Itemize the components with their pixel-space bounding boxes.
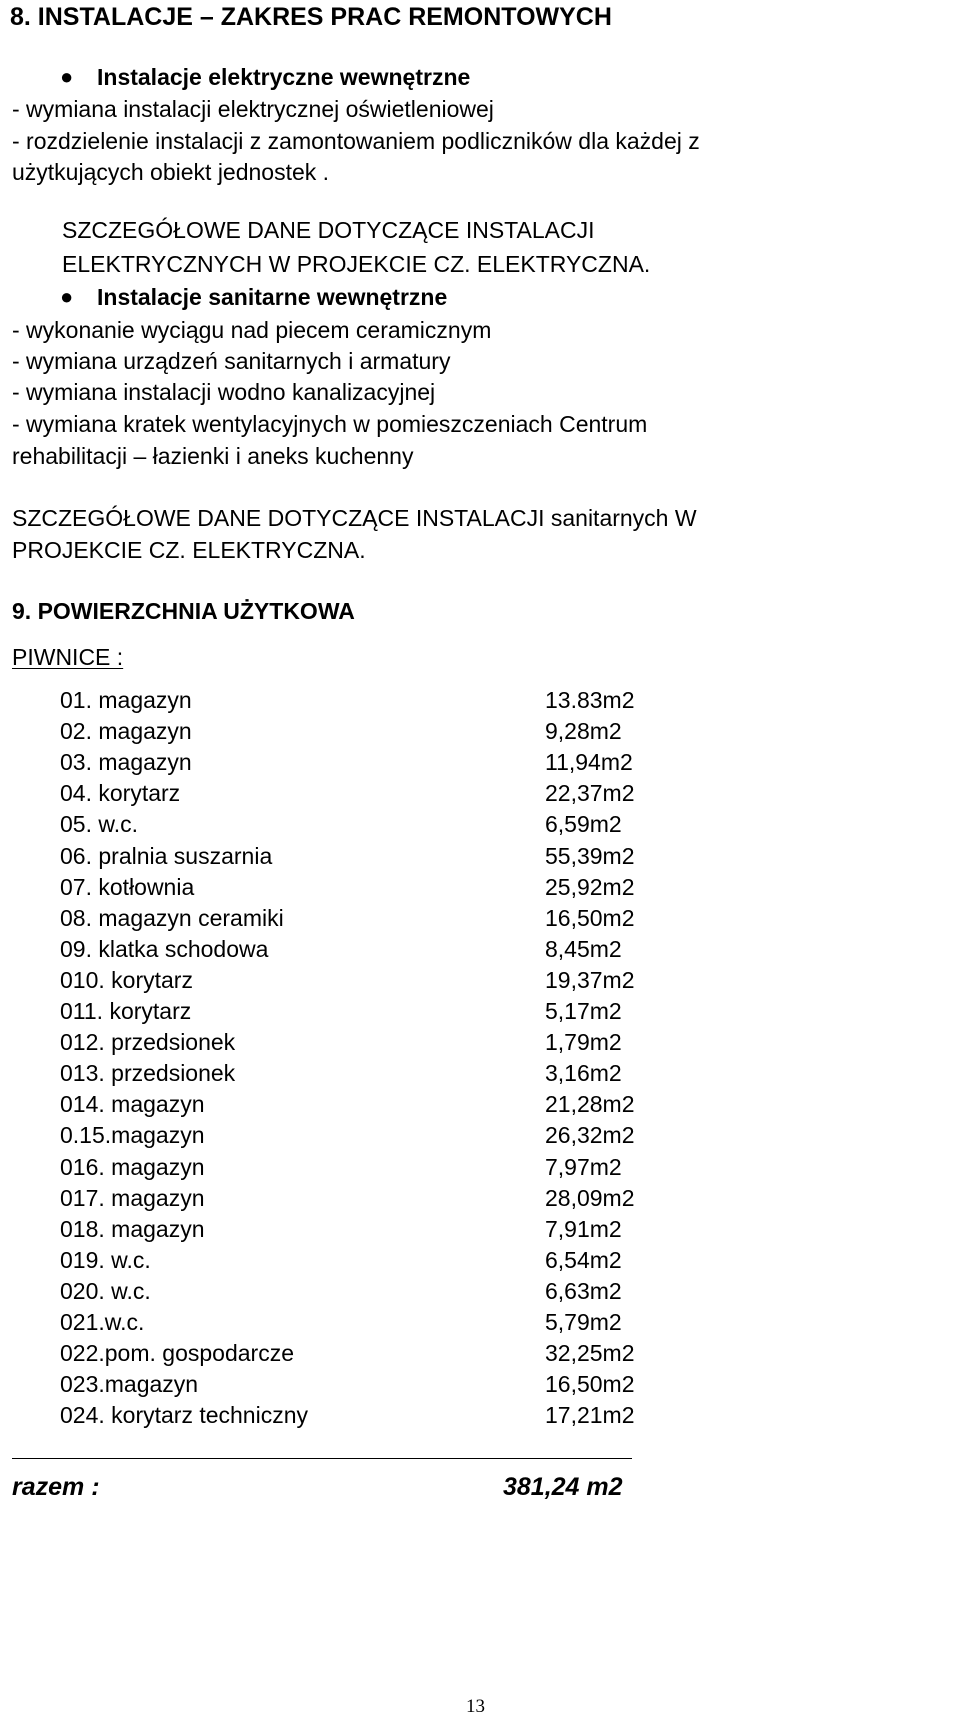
room-name: 09. klatka schodowa: [60, 936, 269, 962]
room-name: 03. magazyn: [60, 749, 192, 775]
sanitary-item: - wymiana kratek wentylacyjnych w pomieszczeniach Centrum: [12, 411, 648, 437]
room-area: 16,50m2: [545, 905, 635, 931]
room-area: 7,97m2: [545, 1154, 622, 1180]
room-name: 021.w.c.: [60, 1309, 145, 1335]
page-number: 13: [466, 1696, 485, 1717]
electrical-item: - rozdzielenie instalacji z zamontowaniem podliczników dla każdej z: [12, 128, 700, 154]
sanitary-item: rehabilitacji – łazienki i aneks kuchenny: [12, 443, 414, 469]
electrical-item: - wymiana instalacji elektrycznej oświetleniowej: [12, 96, 494, 122]
room-name: 016. magazyn: [60, 1154, 205, 1180]
room-area: 32,25m2: [545, 1340, 635, 1366]
basement-subheading: PIWNICE :: [12, 644, 124, 670]
bullet-icon: ●: [60, 284, 74, 309]
room-name: 017. magazyn: [60, 1185, 205, 1211]
room-area: 22,37m2: [545, 780, 635, 806]
sanitary-item: - wykonanie wyciągu nad piecem ceramicznym: [12, 317, 492, 343]
room-name: 024. korytarz techniczny: [60, 1402, 309, 1428]
room-area: 3,16m2: [545, 1060, 622, 1086]
room-area: 21,28m2: [545, 1091, 635, 1117]
sanitary-title: Instalacje sanitarne wewnętrzne: [97, 284, 448, 310]
room-area: 6,59m2: [545, 811, 622, 837]
room-name: 01. magazyn: [60, 687, 192, 713]
section-9-heading: 9. POWIERZCHNIA UŻYTKOWA: [12, 598, 355, 624]
room-area: 16,50m2: [545, 1371, 635, 1397]
room-area: 26,32m2: [545, 1122, 635, 1148]
room-name: 06. pralnia suszarnia: [60, 843, 273, 869]
room-name: 013. przedsionek: [60, 1060, 236, 1086]
room-name: 08. magazyn ceramiki: [60, 905, 284, 931]
room-name: 05. w.c.: [60, 811, 138, 837]
electrical-title: Instalacje elektryczne wewnętrzne: [97, 64, 471, 90]
room-area: 9,28m2: [545, 718, 622, 744]
sanitary-item: - wymiana instalacji wodno kanalizacyjnej: [12, 379, 436, 405]
room-name: 019. w.c.: [60, 1247, 151, 1273]
room-name: 0.15.magazyn: [60, 1122, 205, 1148]
room-area: 11,94m2: [545, 749, 633, 775]
total-label: razem :: [12, 1473, 100, 1501]
room-name: 02. magazyn: [60, 718, 192, 744]
room-name: 012. przedsionek: [60, 1029, 236, 1055]
room-area: 1,79m2: [545, 1029, 622, 1055]
room-area: 5,79m2: [545, 1309, 622, 1335]
room-area: 5,17m2: [545, 998, 622, 1024]
room-area: 6,63m2: [545, 1278, 622, 1304]
room-name: 04. korytarz: [60, 780, 181, 806]
room-area: 25,92m2: [545, 874, 635, 900]
room-name: 022.pom. gospodarcze: [60, 1340, 294, 1366]
room-area: 28,09m2: [545, 1185, 635, 1211]
room-name: 07. kotłownia: [60, 874, 195, 900]
room-name: 011. korytarz: [60, 998, 192, 1024]
room-area: 7,91m2: [545, 1216, 622, 1242]
room-area: 13.83m2: [545, 687, 635, 713]
sanitary-item: - wymiana urządzeń sanitarnych i armatury: [12, 348, 451, 374]
room-area: 8,45m2: [545, 936, 622, 962]
room-area: 17,21m2: [545, 1402, 635, 1428]
total-divider: [12, 1458, 632, 1459]
room-name: 010. korytarz: [60, 967, 193, 993]
electrical-item: użytkujących obiekt jednostek .: [12, 159, 330, 185]
room-name: 020. w.c.: [60, 1278, 151, 1304]
room-name: 014. magazyn: [60, 1091, 205, 1117]
section-8-heading: 8. INSTALACJE – ZAKRES PRAC REMONTOWYCH: [10, 3, 612, 31]
bullet-icon: ●: [60, 64, 74, 89]
total-value: 381,24 m2: [503, 1473, 623, 1501]
sanitary-note-line: PROJEKCIE CZ. ELEKTRYCZNA.: [12, 537, 366, 563]
sanitary-note-line: SZCZEGÓŁOWE DANE DOTYCZĄCE INSTALACJI sanitarnych W: [12, 505, 697, 531]
room-area: 55,39m2: [545, 843, 635, 869]
electrical-note-line: ELEKTRYCZNYCH W PROJEKCIE CZ. ELEKTRYCZNA.: [62, 251, 651, 277]
room-name: 023.magazyn: [60, 1371, 199, 1397]
room-area: 6,54m2: [545, 1247, 622, 1273]
electrical-note-line: SZCZEGÓŁOWE DANE DOTYCZĄCE INSTALACJI: [62, 217, 595, 243]
room-area: 19,37m2: [545, 967, 635, 993]
room-name: 018. magazyn: [60, 1216, 205, 1242]
